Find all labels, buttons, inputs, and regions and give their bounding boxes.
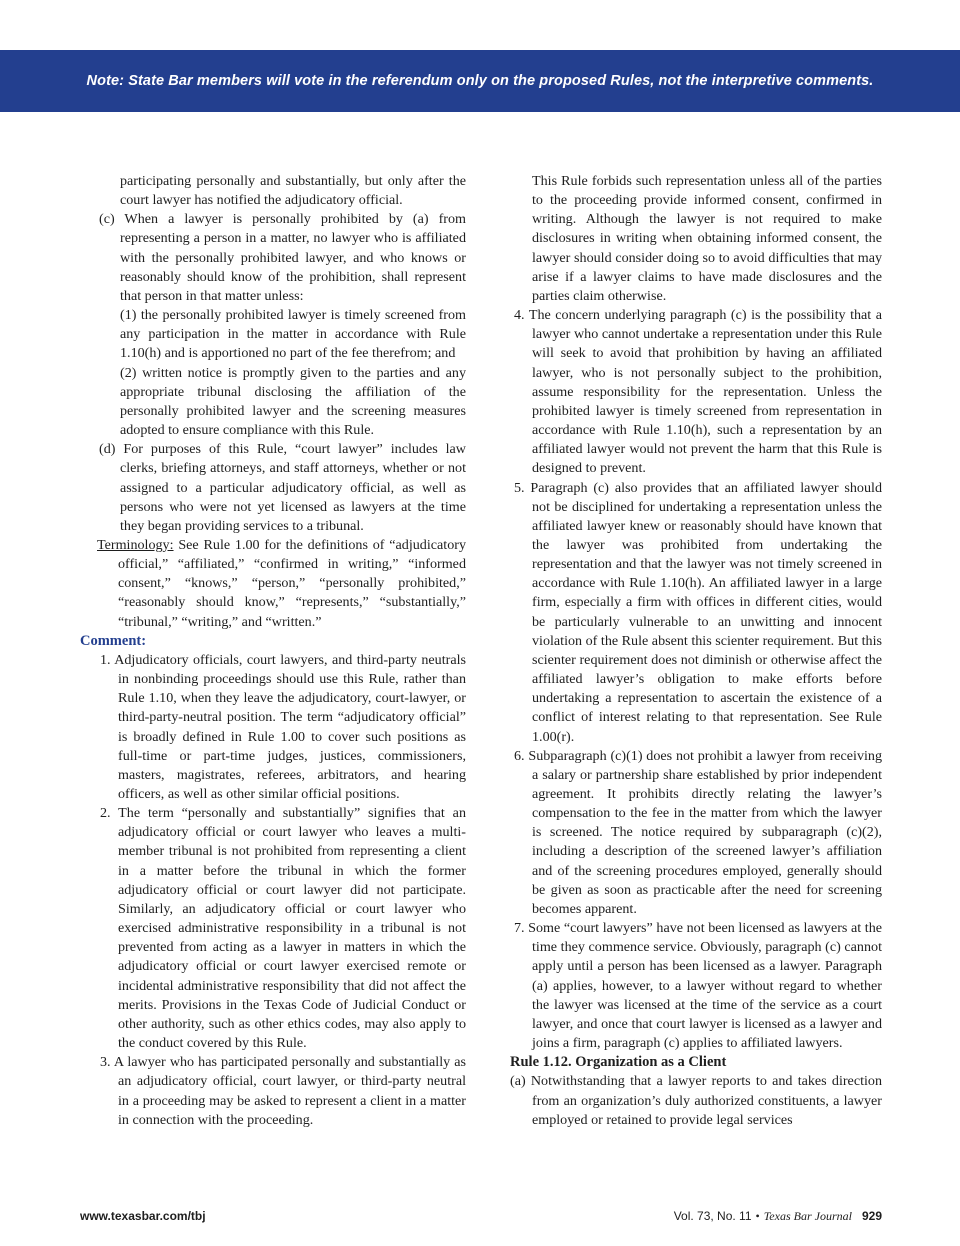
- footer-bullet: •: [755, 1209, 760, 1223]
- terminology-paragraph: [80, 536, 466, 632]
- rule-paragraph-c: (c) When a lawyer is personally prohibited by (a) from representing a person in a matter, no lawyer who is affiliated with the personally prohibited lawyer, and who knows or reasonably should know of the prohibition, shall represent that person in that matter unless:: [99, 211, 466, 304]
- comment-item-7: 7. Some “court lawyers” have not been licensed as lawyers at the time they commence service. Obviously, paragraph (c) cannot apply until a person has been licensed as a lawyer. Paragraph (a) applies, however, to a lawyer without regard to whether the lawyer was licensed at the time of the service as a court lawyer, and once that court lawyer is licensed as a lawyer and joins a firm, paragraph (c) applies to affiliated lawyers.: [514, 920, 882, 1052]
- right-column: [510, 172, 882, 1130]
- header-banner: [0, 50, 960, 112]
- footer-issue-info: [674, 1209, 882, 1224]
- comment-item-5: 5. Paragraph (c) also provides that an affiliated lawyer should not be disciplined for undertaking a representation unless the affiliated lawyer knew or reasonably should have known that the lawyer was prohibited from undertaking the representation and that the lawyer was not timely screened in accordance with Rule 1.10(h). An affiliated lawyer in a large firm, especially a firm with offices in different cities, would be particularly vulnerable to an unwitting and innocent violation of the Rule absent this scienter requirement. But this scienter requirement does not diminish or otherwise affect the affiliated lawyer’s obligation to make efforts before undertaking a representation to ascertain the existence of a conflict of interest relating to that representation. See Rule 1.00(r).: [514, 479, 882, 745]
- footer-volume: Vol. 73, No. 11: [673, 1209, 752, 1223]
- comment-item-2: 2. The term “personally and substantially” signifies that an adjudicatory official or court lawyer who leaves a multi-member tribunal is not prohibited from representing a client in a matter before the tribunal in which the former adjudicatory official or court lawyer did not participate. Similarly, an adjudicatory official or court lawyer who exercised administrative responsibility in a tribunal is not prevented from acting as a lawyer in matters in which the adjudicatory official or court lawyer exercised remote or incidental administrative responsibility that did not affect the merits. Provisions in the Texas Code of Judicial Conduct or other authority, such as other ethics codes, may also apply to the conduct covered by this Rule.: [100, 805, 466, 1052]
- footer-journal-title: Texas Bar Journal: [763, 1209, 852, 1223]
- comment-list-left: [80, 651, 466, 1130]
- page-number: 929: [861, 1209, 882, 1223]
- rule-subparagraph-c1: (1) the personally prohibited lawyer is timely screened from any participation in the matter in accordance with Rule 1.10(h) and is apportioned no part of the fee therefrom; and: [120, 307, 466, 362]
- rule-paragraph-d: (d) For purposes of this Rule, “court lawyer” includes law clerks, briefing attorneys, and staff attorneys, whether or not assigned to a particular adjudicatory official, as well as persons who were not yet licensed as lawyers at the time they began providing services to a tribunal.: [99, 441, 466, 534]
- page-footer: [80, 1209, 882, 1227]
- comment-item-1: 1. Adjudicatory officials, court lawyers, and third-party neutrals in nonbinding proceedings should use this Rule, rather than Rule 1.10, when they leave the adjudicatory, court-lawyer, or third-party-neutral position. The term “adjudicatory official” is broadly defined in Rule 1.00 to cover such positions as full-time or part-time judges, justices, commissioners, masters, magistrates, referees, arbitrators, and hearing officers, as well as other similar official positions.: [100, 651, 466, 802]
- rule-text-continuation: participating personally and substantially, but only after the court lawyer has notified the adjudicatory official.: [120, 173, 466, 209]
- comment-list-right: [510, 306, 882, 1053]
- banner-note: Note: State Bar members will vote in the referendum only on the proposed Rules, not the interpretive comments.: [86, 73, 874, 89]
- comment-item-4: 4. The concern underlying paragraph (c) is the possibility that a lawyer who cannot undertake a representation under this Rule will seek to avoid that prohibition by having an affiliated lawyer, who is not personally subject to the prohibition, assume responsibility for the representation. Unless the prohibited lawyer is timely screened from representation in accordance with Rule 1.10(h), such a representation by an affiliated lawyer would not prevent the harm that this Rule is designed to prevent.: [514, 307, 882, 477]
- terminology-text: See Rule 1.00 for the definitions of “adjudicatory official,” “affiliated,” “confirmed in writing,” “informed consent,” “knows,” “person,” “personally prohibited,” “reasonably should know,” “represents,” “substantially,” “tribunal,” “writing,” and “written.”: [118, 536, 466, 630]
- comment-item-6: 6. Subparagraph (c)(1) does not prohibit a lawyer from receiving a salary or partnership share established by prior independent agreement. It prohibits directly relating the lawyer’s compensation to the fee in the matter from which the lawyer is screened. The notice required by subparagraph (c)(2), including a description of the screened lawyer’s affiliation and of the screening procedures employed, generally should be given as soon as practicable after the need for screening becomes apparent.: [514, 747, 882, 917]
- comment-heading: Comment:: [80, 632, 147, 649]
- rule-1-12-paragraph-a: (a) Notwithstanding that a lawyer reports to and takes direction from an organization’s duly authorized constituents, a lawyer employed or retained to provide legal services: [510, 1073, 882, 1128]
- terminology-label: Terminology:: [97, 536, 174, 553]
- footer-url-link[interactable]: www.texasbar.com/tbj: [80, 1209, 206, 1223]
- comment-3-continuation: This Rule forbids such representation unless all of the parties to the proceeding provide informed consent, confirmed in writing. Although the lawyer is not required to make disclosures in writing when obtaining informed consent, the lawyer should consider doing so to avoid difficulties that may arise if a lawyer claims to have made disclosures and the parties claim otherwise.: [532, 173, 882, 304]
- comment-item-3: 3. A lawyer who has participated personally and substantially as an adjudicatory official, court lawyer, or third-party neutral in a proceeding may be asked to represent a client in a matter in connection with the proceeding.: [100, 1054, 466, 1128]
- rule-heading: Rule 1.12. Organization as a Client: [510, 1054, 727, 1071]
- left-column: [80, 172, 466, 1130]
- rule-subparagraph-c2: (2) written notice is promptly given to the parties and any appropriate tribunal disclosing the affiliation of the personally prohibited lawyer and the screening measures adopted to ensure compliance with this Rule.: [120, 364, 466, 439]
